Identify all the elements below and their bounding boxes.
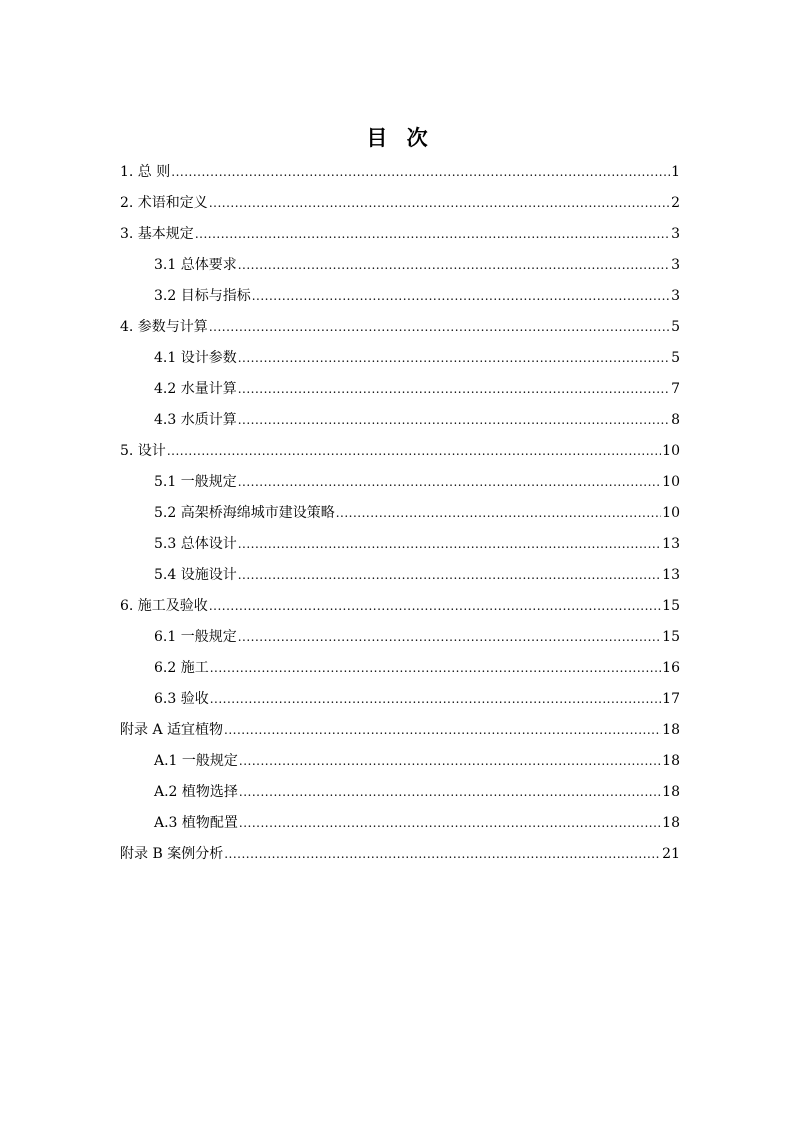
- toc-entry-label: 附录 B 案例分析: [120, 846, 224, 862]
- toc-entry[interactable]: [120, 188, 680, 219]
- toc-entry-page: 5: [671, 319, 680, 335]
- toc-dot-leader: [239, 777, 661, 808]
- toc-entry-page: 10: [662, 474, 680, 490]
- toc-entry-label: 5.3 总体设计: [154, 536, 237, 552]
- toc-entry-page: 18: [662, 784, 680, 800]
- toc-dot-leader: [238, 405, 670, 436]
- toc-entry[interactable]: [120, 529, 680, 560]
- toc-entry[interactable]: [120, 746, 680, 777]
- toc-entry[interactable]: [120, 560, 680, 591]
- toc-entry-page: 18: [662, 815, 680, 831]
- toc-dot-leader: [238, 622, 661, 653]
- toc-entry-label: 4.3 水质计算: [154, 412, 237, 428]
- toc-dot-leader: [210, 684, 661, 715]
- toc-dot-leader: [195, 219, 670, 250]
- toc-entry-label: 6.1 一般规定: [154, 629, 237, 645]
- toc-entry[interactable]: [120, 157, 680, 188]
- toc-entry-page: 2: [671, 195, 680, 211]
- toc-dot-leader: [224, 715, 661, 746]
- toc-entry-label: A.2 植物选择: [154, 784, 238, 800]
- toc-entry-label: 5.2 高架桥海绵城市建设策略: [154, 505, 335, 521]
- toc-dot-leader: [224, 839, 661, 870]
- toc-entry-page: 1: [671, 164, 680, 180]
- toc-entry-label: 3. 基本规定: [120, 226, 194, 242]
- toc-entry-label: A.1 一般规定: [154, 753, 238, 769]
- toc-entry-label: 4.2 水量计算: [154, 381, 237, 397]
- toc-entry-page: 15: [662, 598, 680, 614]
- toc-entry-page: 8: [671, 412, 680, 428]
- toc-entry[interactable]: [120, 839, 680, 870]
- toc-entry-page: 7: [671, 381, 680, 397]
- toc-entry[interactable]: [120, 343, 680, 374]
- toc-entry-label: 6. 施工及验收: [120, 598, 208, 614]
- toc-entry[interactable]: [120, 374, 680, 405]
- toc-dot-leader: [238, 250, 670, 281]
- toc-entry-page: 10: [662, 443, 680, 459]
- toc-dot-leader: [238, 560, 661, 591]
- toc-entry-label: 5. 设计: [120, 443, 166, 459]
- toc-entry-page: 5: [671, 350, 680, 366]
- toc-entry-page: 15: [662, 629, 680, 645]
- toc-entry[interactable]: [120, 808, 680, 839]
- toc-entry[interactable]: [120, 653, 680, 684]
- toc-dot-leader: [238, 467, 661, 498]
- table-of-contents: [120, 157, 680, 870]
- toc-entry-label: 4. 参数与计算: [120, 319, 208, 335]
- toc-dot-leader: [238, 374, 670, 405]
- toc-entry[interactable]: [120, 498, 680, 529]
- toc-entry-label: 6.3 验收: [154, 691, 209, 707]
- toc-entry-page: 13: [662, 536, 680, 552]
- toc-entry[interactable]: [120, 436, 680, 467]
- toc-entry-label: 3.1 总体要求: [154, 257, 237, 273]
- toc-entry[interactable]: [120, 777, 680, 808]
- toc-dot-leader: [209, 188, 670, 219]
- toc-entry-page: 3: [671, 288, 680, 304]
- toc-entry-label: 5.1 一般规定: [154, 474, 237, 490]
- toc-entry[interactable]: [120, 715, 680, 746]
- toc-dot-leader: [239, 808, 661, 839]
- toc-dot-leader: [210, 653, 661, 684]
- toc-entry[interactable]: [120, 219, 680, 250]
- toc-entry[interactable]: [120, 405, 680, 436]
- toc-entry-label: 附录 A 适宜植物: [120, 722, 224, 738]
- toc-entry-page: 18: [662, 753, 680, 769]
- toc-entry-label: 4.1 设计参数: [154, 350, 237, 366]
- toc-dot-leader: [209, 312, 670, 343]
- toc-entry-page: 10: [662, 505, 680, 521]
- toc-entry-label: 3.2 目标与指标: [154, 288, 251, 304]
- toc-dot-leader: [238, 343, 670, 374]
- toc-dot-leader: [209, 591, 661, 622]
- toc-entry[interactable]: [120, 467, 680, 498]
- toc-entry-label: A.3 植物配置: [154, 815, 238, 831]
- toc-entry-label: 6.2 施工: [154, 660, 209, 676]
- toc-entry[interactable]: [120, 591, 680, 622]
- toc-dot-leader: [239, 746, 661, 777]
- toc-entry[interactable]: [120, 312, 680, 343]
- toc-dot-leader: [238, 529, 661, 560]
- toc-entry-label: 2. 术语和定义: [120, 195, 208, 211]
- toc-entry-page: 3: [671, 257, 680, 273]
- toc-entry-page: 17: [662, 691, 680, 707]
- toc-dot-leader: [336, 498, 661, 529]
- toc-dot-leader: [167, 436, 661, 467]
- toc-entry-page: 16: [662, 660, 680, 676]
- toc-dot-leader: [252, 281, 670, 312]
- page-title: 目 次: [366, 126, 434, 150]
- toc-entry-page: 18: [662, 722, 680, 738]
- toc-entry[interactable]: [120, 281, 680, 312]
- toc-entry[interactable]: [120, 622, 680, 653]
- toc-entry-page: 13: [662, 567, 680, 583]
- toc-entry-label: 1. 总 则: [120, 164, 171, 180]
- toc-entry-page: 21: [662, 846, 680, 862]
- toc-entry-label: 5.4 设施设计: [154, 567, 237, 583]
- toc-entry[interactable]: [120, 684, 680, 715]
- toc-entry-page: 3: [671, 226, 680, 242]
- toc-entry[interactable]: [120, 250, 680, 281]
- toc-dot-leader: [171, 157, 670, 188]
